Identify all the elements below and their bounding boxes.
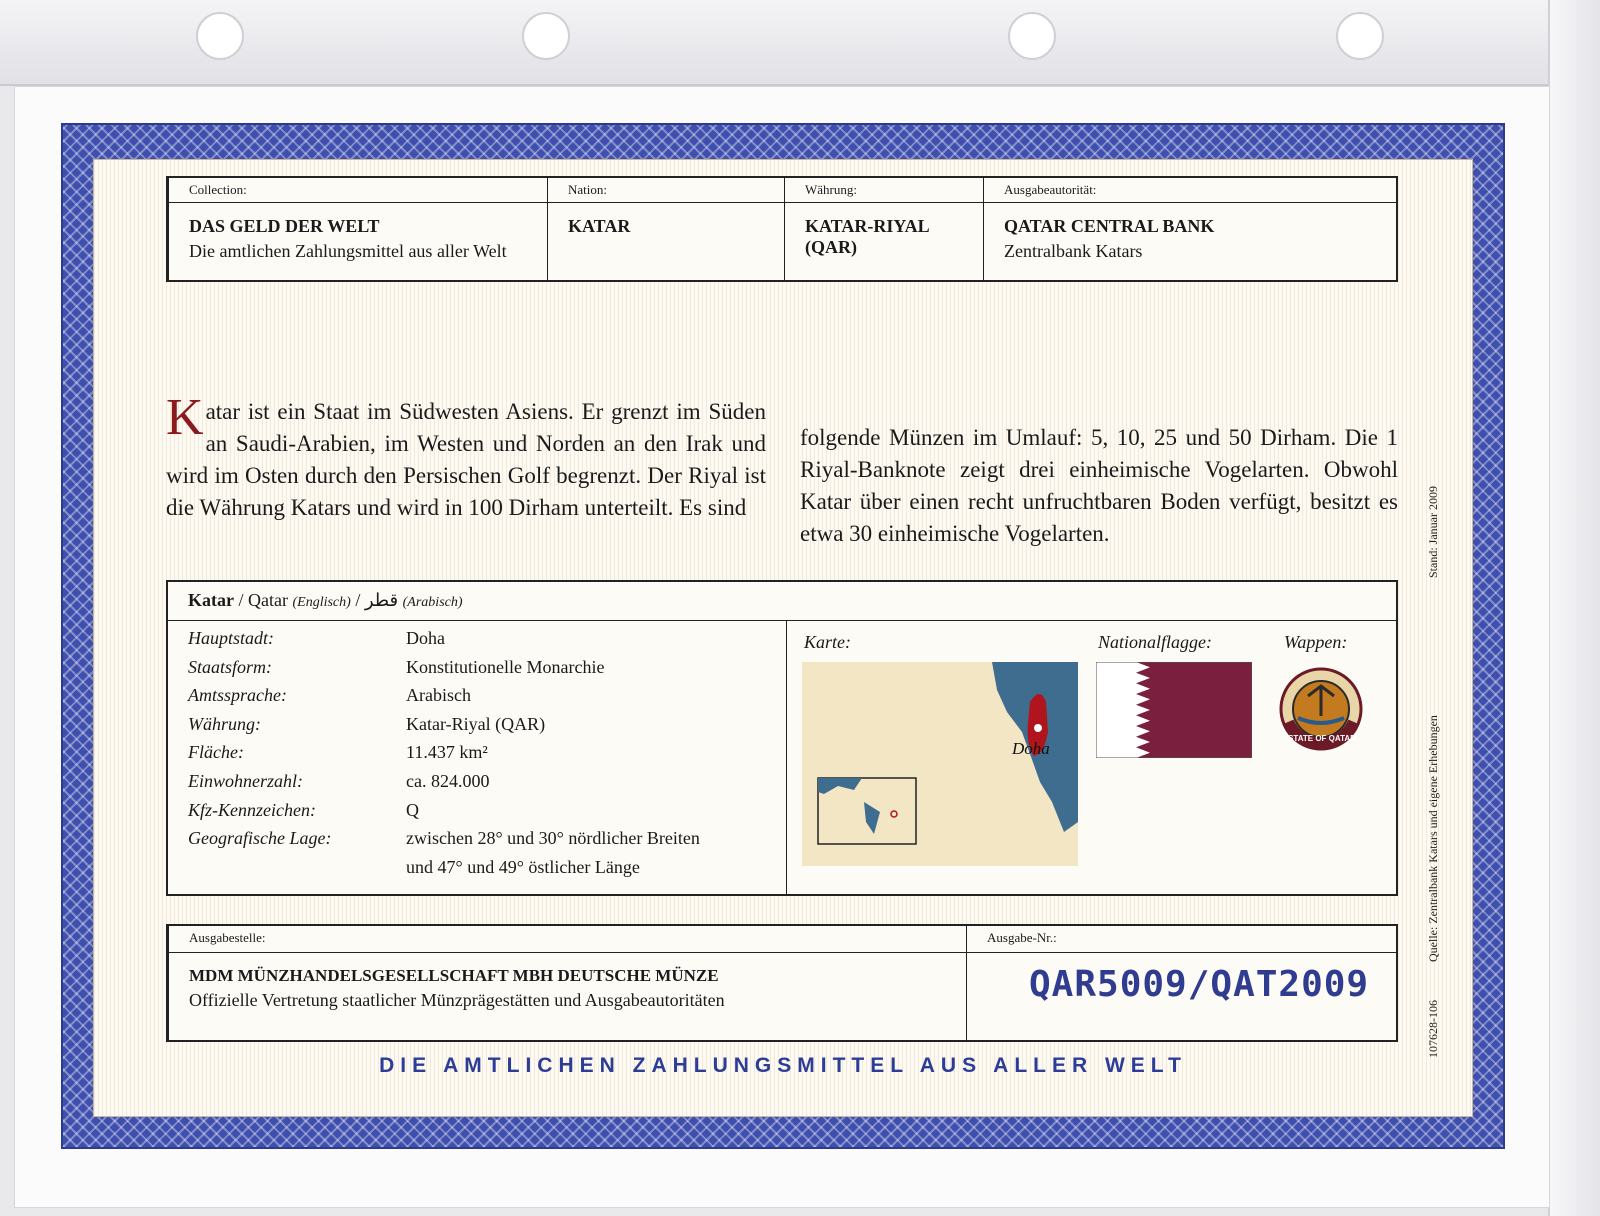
footer-title: DIE AMTLICHEN ZAHLUNGSMITTEL AUS ALLER WELT (379, 1054, 1187, 1077)
header-table (166, 176, 1398, 282)
fact-value: Q (406, 799, 419, 820)
punch-hole (522, 12, 570, 60)
fact-value: Doha (406, 628, 445, 648)
fact-value: Arabisch (406, 685, 471, 706)
punch-hole (1336, 12, 1384, 60)
dropcap: K (166, 389, 204, 446)
intro-text-2: folgende Münzen im Umlauf: 5, 10, 25 und 50 Dirham. Die 1 Riyal-Banknote zeigt drei einheimische Vogelarten. Obwohl Katar über einen recht unfruchtbaren Boden verfügt, besitzt es etwa 30 einheimische Vogelarten. (800, 425, 1398, 546)
country-name-en: Qatar (248, 590, 288, 610)
map-city-label: Doha (1012, 739, 1050, 758)
fact-value: Konstitutionelle Monarchie (406, 656, 605, 677)
country-name-ar: قطر (364, 590, 399, 610)
nation-label: Nation: (568, 182, 607, 197)
collection-subtitle: Die amtlichen Zahlungsmittel aus aller Welt (189, 241, 507, 261)
nation-cell (547, 178, 784, 280)
intro-text-1: atar ist ein Staat im Südwesten Asiens. Er grenzt im Süden an Saudi-Arabien, im Westen und Norden an den Irak und wird im Osten durch den Persischen Golf begrenzt. Der Riyal ist die Währung Katars und wird in 100 Dirham unterteilt. Es sind (166, 399, 766, 520)
fact-key: Hauptstadt: (188, 628, 275, 648)
coat-label: Wappen: (1284, 632, 1348, 652)
intro-column-1 (166, 389, 766, 524)
fact-value: 11.437 km² (406, 742, 488, 763)
authority-cell (983, 178, 1396, 280)
fact-key: Amtssprache: (188, 685, 287, 706)
fact-key: Staatsform: (188, 656, 273, 677)
country-name-line: Katar / Qatar (Englisch) / قطر (Arabisch) (188, 590, 463, 610)
coat-text: STATE OF QATAR (1288, 734, 1356, 743)
fact-value: ca. 824.000 (406, 771, 490, 791)
issue-number-label: Ausgabe-Nr.: (987, 930, 1057, 945)
country-name-de: Katar (188, 590, 234, 610)
national-flag (1096, 662, 1252, 758)
collection-label: Collection: (189, 182, 247, 197)
sleeve-top-strip (0, 0, 1600, 86)
issuer-subtitle: Offizielle Vertretung staatlicher Münzprägestätten und Ausgabeautoritäten (189, 990, 725, 1010)
issue-number: QAR5009/QAT2009 (1029, 964, 1370, 1005)
document-code: 107628-106 (1426, 1000, 1440, 1058)
lang-en: (Englisch) (292, 595, 351, 610)
currency-cell (784, 178, 983, 280)
country-box (166, 580, 1398, 896)
map-label: Karte: (804, 632, 851, 652)
fact-key: Geografische Lage: (188, 828, 332, 849)
issuer-cell (168, 926, 966, 1040)
issue-number-cell (966, 926, 1396, 1040)
issuer-title: MDM MÜNZHANDELSGESELLSCHAFT MBH DEUTSCHE MÜNZE (189, 966, 719, 985)
flag-label: Nationalflagge: (1098, 632, 1212, 652)
issuer-label: Ausgabestelle: (189, 930, 266, 945)
collection-cell (168, 178, 547, 280)
collection-title: DAS GELD DER WELT (189, 216, 380, 236)
source-note: Quelle: Zentralbank Katars und eigene Erhebungen (1426, 715, 1440, 962)
lang-ar: (Arabisch) (402, 595, 463, 610)
sleeve-edge (1548, 0, 1600, 1216)
nation-value: KATAR (568, 216, 631, 236)
fact-key: Einwohnerzahl: (188, 771, 303, 791)
punch-hole (1008, 12, 1056, 60)
authority-title: QATAR CENTRAL BANK (1004, 216, 1215, 236)
fact-key: Kfz-Kennzeichen: (188, 799, 316, 820)
intro-column-2 (800, 422, 1398, 550)
fact-value: zwischen 28° und 30° nördlicher Breiten (406, 828, 700, 849)
punch-hole (196, 12, 244, 60)
certificate-page (14, 86, 1550, 1208)
fact-value: Katar-Riyal (QAR) (406, 713, 546, 734)
certificate-body (93, 159, 1473, 1117)
fact-key: Währung: (188, 713, 261, 734)
fact-key: Fläche: (188, 742, 244, 763)
facts-list (168, 628, 786, 888)
authority-label: Ausgabeautorität: (1004, 182, 1097, 197)
issuer-table (166, 924, 1398, 1042)
authority-subtitle: Zentralbank Katars (1004, 241, 1143, 261)
currency-value: KATAR-RIYAL (QAR) (805, 216, 929, 257)
location-map (802, 662, 1078, 866)
stand-date: Stand: Januar 2009 (1426, 486, 1440, 578)
fact-value: und 47° und 49° östlicher Länge (406, 856, 640, 877)
currency-label: Währung: (805, 182, 857, 197)
guilloche-border (61, 123, 1505, 1149)
